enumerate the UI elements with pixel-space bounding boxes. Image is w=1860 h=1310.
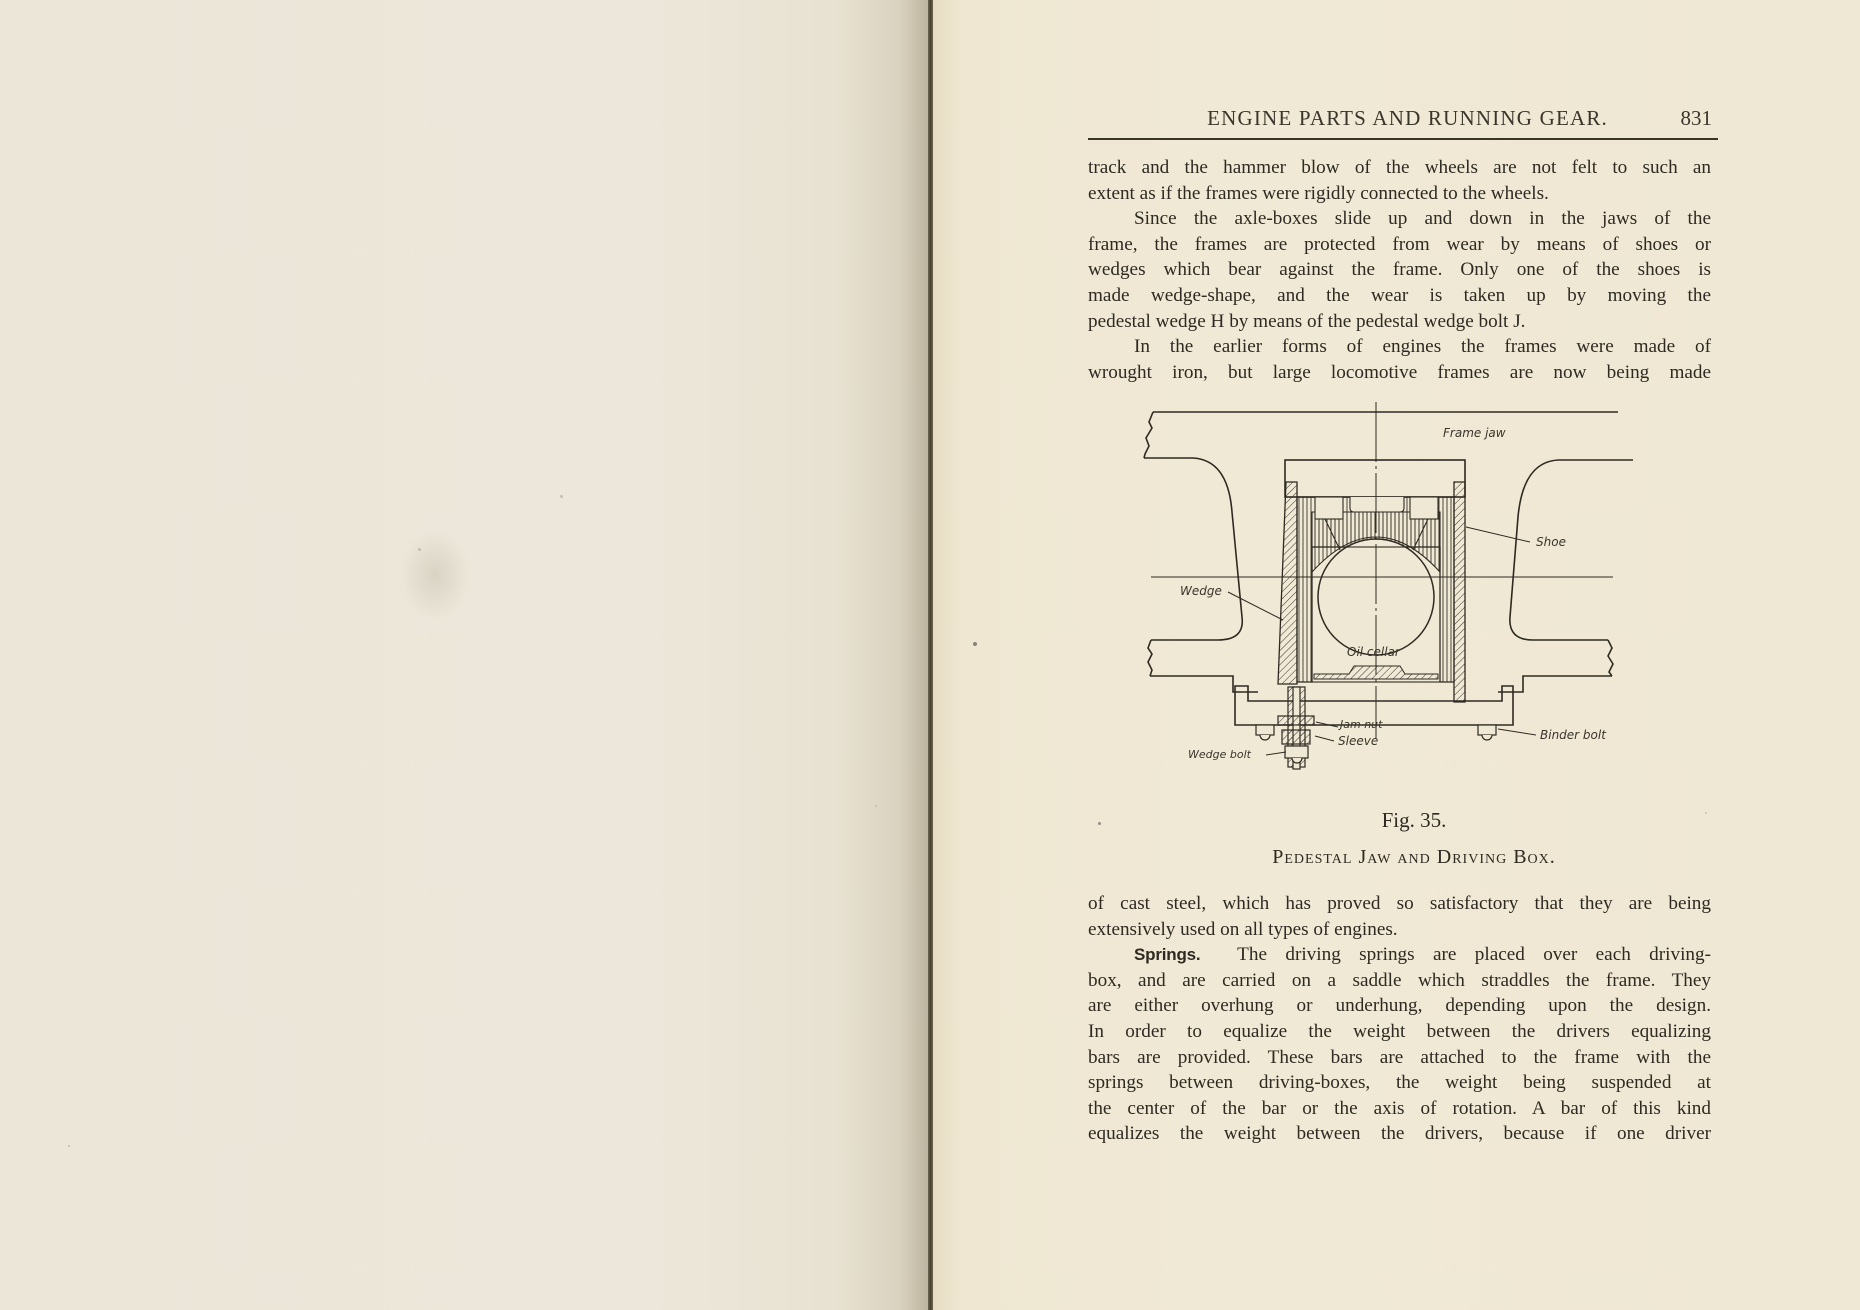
running-header [1088, 100, 1718, 140]
paper-speck [560, 495, 563, 498]
text-line: extensively used on all types of engines. [1088, 918, 1398, 940]
paper-speck [68, 1145, 70, 1147]
label-shoe: Shoe [1536, 535, 1566, 549]
text-line: springs between driving-boxes, the weight being suspended at [1088, 1072, 1711, 1094]
figure-caption: Pedestal Jaw and Driving Box. [1272, 846, 1556, 868]
label-oil-cellar: Oil cellar [1347, 645, 1400, 659]
paragraph [1088, 206, 1711, 334]
label-sleeve: Sleeve [1338, 734, 1379, 748]
text-line: pedestal wedge H by means of the pedestal wedge bolt J. [1088, 310, 1526, 332]
label-wedge-bolt: Wedge bolt [1188, 748, 1251, 761]
text-line: bars are provided. These bars are attached to the frame with the [1088, 1046, 1711, 1068]
text-line: In the earlier forms of engines the frames were made of [1134, 336, 1711, 358]
left-page-blank [0, 0, 928, 1310]
text-line: the center of the bar or the axis of rotation. A bar of this kind [1088, 1097, 1711, 1119]
text-line-rest: The driving springs are placed over each driving- [1237, 944, 1711, 966]
text-line: extent as if the frames were rigidly connected to the wheels. [1088, 182, 1549, 204]
header-rule [1088, 138, 1718, 140]
label-binder-bolt: Binder bolt [1540, 728, 1606, 742]
text-line: box, and are carried on a saddle which straddles the frame. They [1088, 969, 1711, 991]
paragraph-springs [1088, 942, 1711, 1147]
text-line: are either overhung or underhung, depending upon the design. [1088, 995, 1711, 1017]
upper-body-text [1088, 155, 1711, 385]
figure-35-diagram [1118, 402, 1648, 822]
text-line: equalizes the weight between the drivers, because if one driver [1088, 1123, 1711, 1145]
lower-body-text [1088, 891, 1711, 1147]
text-line [1088, 942, 1711, 968]
paper-smudge [400, 530, 470, 620]
label-wedge: Wedge [1180, 584, 1222, 598]
text-line: of cast steel, which has proved so satisfactory that they are being [1088, 893, 1711, 914]
text-line: Since the axle-boxes slide up and down in the jaws of the [1134, 208, 1711, 230]
text-line: track and the hammer blow of the wheels are not felt to such an [1088, 157, 1711, 178]
label-frame-jaw: Frame jaw [1443, 426, 1506, 440]
running-head-title: ENGINE PARTS AND RUNNING GEAR. [1207, 106, 1608, 130]
paragraph [1088, 891, 1711, 942]
run-in-heading-springs: Springs. [1134, 945, 1201, 965]
right-page [933, 0, 1860, 1310]
text-line: In order to equalize the weight between the drivers equalizing [1088, 1020, 1711, 1042]
text-line: wedges which bear against the frame. Only one of the shoes is [1088, 259, 1711, 281]
paper-speck [875, 805, 877, 807]
paragraph [1088, 155, 1711, 206]
paragraph [1088, 334, 1711, 385]
page-number: 831 [1680, 106, 1712, 130]
text-line: frame, the frames are protected from wear by means of shoes or [1088, 233, 1711, 255]
label-jam-nut: Jam nut [1340, 718, 1383, 731]
paper-speck [973, 642, 977, 646]
figure-number: Fig. 35. [1381, 808, 1447, 832]
text-line: made wedge-shape, and the wear is taken up by moving the [1088, 284, 1711, 306]
paper-speck [418, 548, 421, 551]
text-line: wrought iron, but large locomotive frames are now being made [1088, 361, 1711, 383]
